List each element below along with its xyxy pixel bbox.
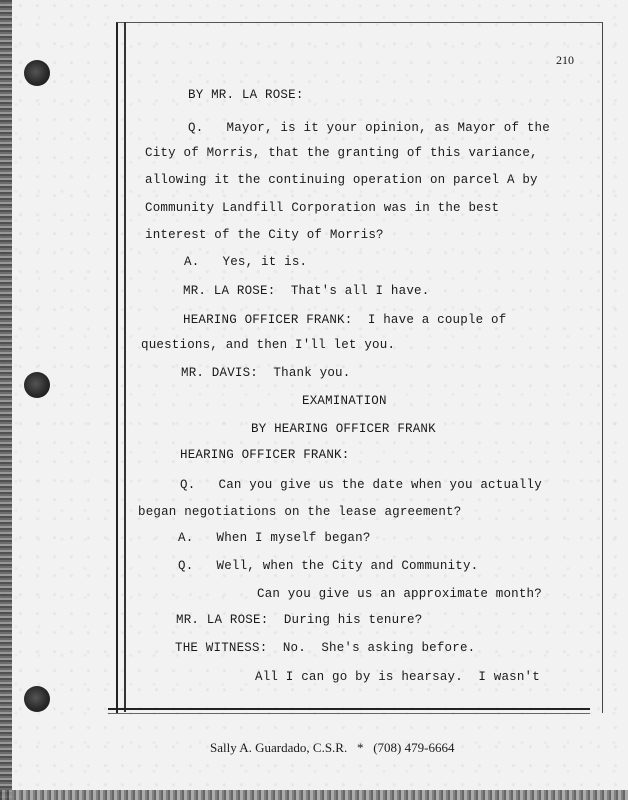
transcript-line: All I can go by is hearsay. I wasn't bbox=[255, 670, 540, 684]
transcript-line: Q. Mayor, is it your opinion, as Mayor of the bbox=[188, 121, 550, 135]
scan-left-edge bbox=[0, 0, 12, 800]
transcript-line: BY MR. LA ROSE: bbox=[188, 88, 304, 102]
transcript-line: A. When I myself began? bbox=[178, 531, 371, 545]
transcript-line: allowing it the continuing operation on parcel A by bbox=[145, 173, 538, 187]
binder-hole-bottom bbox=[24, 686, 50, 712]
section-subheading: BY HEARING OFFICER FRANK bbox=[251, 422, 436, 436]
section-heading: EXAMINATION bbox=[302, 394, 387, 408]
transcript-line: MR. LA ROSE: During his tenure? bbox=[176, 613, 423, 627]
transcript-line: Can you give us an approximate month? bbox=[257, 587, 542, 601]
transcript-line: MR. DAVIS: Thank you. bbox=[181, 366, 351, 380]
page-border-bottom bbox=[108, 708, 590, 714]
binder-hole-top bbox=[24, 60, 50, 86]
transcript-line: HEARING OFFICER FRANK: bbox=[180, 448, 350, 462]
transcript-line: Q. Can you give us the date when you actually bbox=[180, 478, 542, 492]
page-border-inner bbox=[124, 22, 126, 712]
binder-hole-middle bbox=[24, 372, 50, 398]
transcript-line: Community Landfill Corporation was in the best bbox=[145, 201, 500, 215]
transcript-line: MR. LA ROSE: That's all I have. bbox=[183, 284, 430, 298]
transcript-line: THE WITNESS: No. She's asking before. bbox=[175, 641, 476, 655]
reporter-footer: Sally A. Guardado, C.S.R. * (708) 479-6664 bbox=[210, 740, 455, 755]
page-number: 210 bbox=[556, 53, 574, 67]
scan-bottom-edge bbox=[0, 790, 628, 800]
transcript-line: questions, and then I'll let you. bbox=[141, 338, 396, 352]
transcript-line: interest of the City of Morris? bbox=[145, 228, 384, 242]
transcript-line: Q. Well, when the City and Community. bbox=[178, 559, 479, 573]
transcript-line: began negotiations on the lease agreement? bbox=[138, 505, 462, 519]
transcript-line: City of Morris, that the granting of this variance, bbox=[145, 146, 538, 160]
transcript-line: HEARING OFFICER FRANK: I have a couple of bbox=[183, 313, 507, 327]
transcript-line: A. Yes, it is. bbox=[184, 255, 308, 269]
